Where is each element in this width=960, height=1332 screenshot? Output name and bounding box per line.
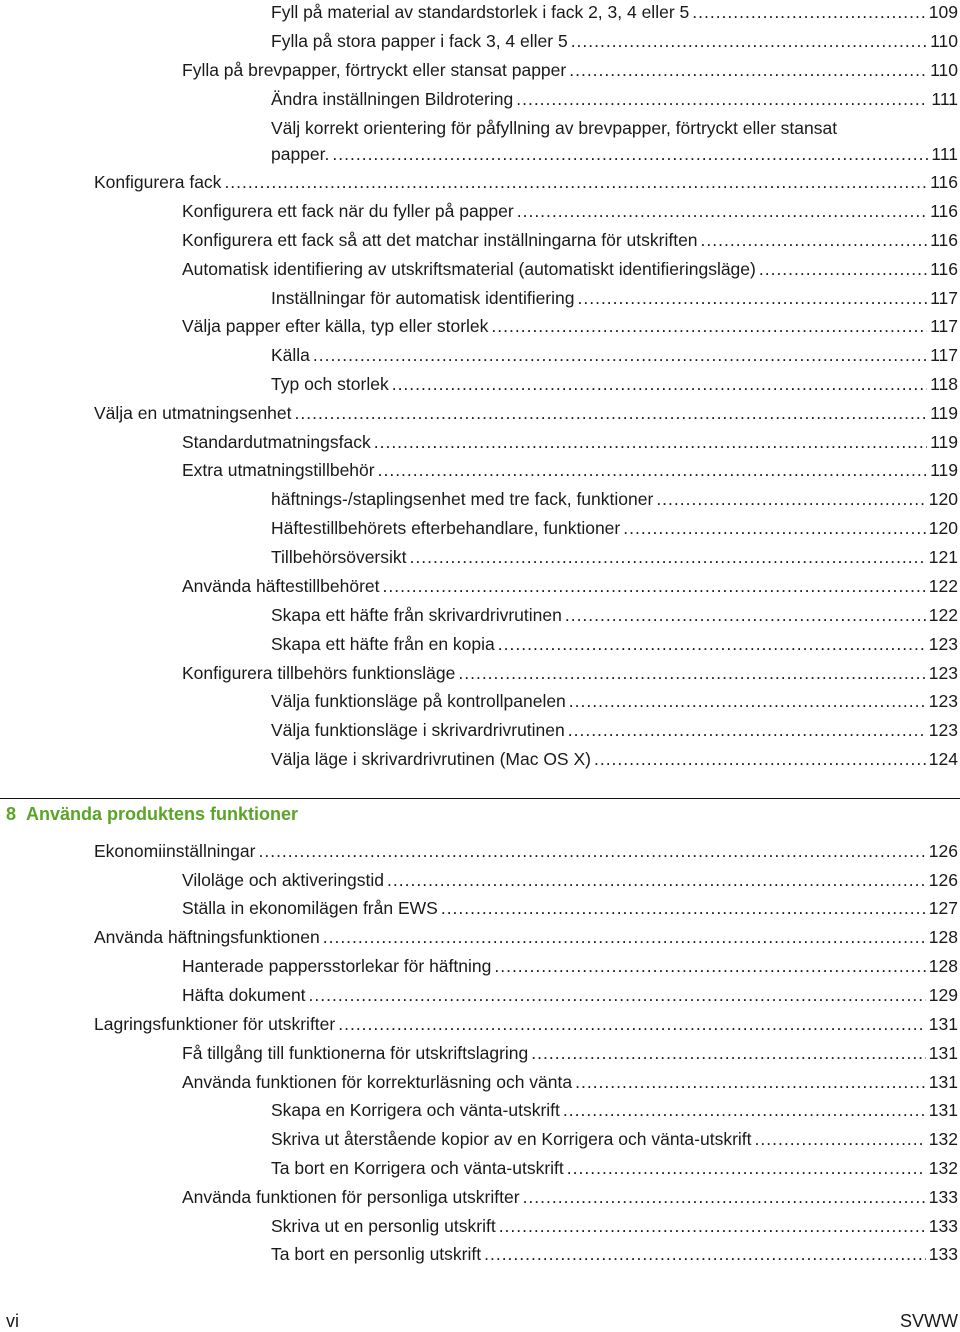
toc-entry-page: 128 [928,956,958,976]
toc-entry[interactable] [271,683,958,712]
toc-entry[interactable] [271,481,958,510]
toc-entry[interactable] [271,337,958,366]
toc-entry[interactable] [182,977,958,1006]
dot-leader [692,2,926,23]
toc-entry[interactable] [271,23,958,52]
toc-entry-page: 121 [928,547,958,567]
dot-leader [441,898,926,919]
toc-entry-page: 116 [930,230,958,250]
toc-entry-page: 131 [928,1043,958,1063]
toc-entry-page: 116 [930,172,958,192]
toc-entry-title: Konfigurera tillbehörs funktionsläge [182,663,456,683]
toc-entry[interactable] [182,1064,958,1093]
toc-entry[interactable] [182,193,958,222]
toc-entry-page: 131 [928,1100,958,1120]
toc-entry[interactable] [94,1006,958,1035]
toc-entry-page: 117 [930,316,958,336]
dot-leader [338,1014,926,1035]
toc-entry[interactable] [182,222,958,251]
toc-entry-page: 132 [928,1158,958,1178]
toc-entry-page: 120 [928,518,958,538]
toc-entry-title: Ta bort en personlig utskrift [271,1244,482,1264]
toc-entry-title: Typ och storlek [271,374,389,394]
toc-entry[interactable] [182,948,958,977]
toc-entry-title: Källa [271,345,310,365]
toc-entry-title: Skriva ut återstående kopior av en Korrigera och vänta-utskrift [271,1129,752,1149]
chapter-divider [0,798,960,799]
toc-entry-page: 131 [928,1072,958,1092]
toc-entry-title: Använda häftningsfunktionen [94,927,320,947]
dot-leader [516,89,928,110]
toc-entry-page: 110 [930,31,958,51]
toc-entry-title: Konfigurera ett fack när du fyller på papper [182,201,514,221]
toc-entry-title: Använda funktionen för personliga utskrifter [182,1187,520,1207]
toc-entry[interactable] [271,136,958,165]
toc-entry[interactable] [94,164,958,193]
toc-entry-title: Skapa ett häfte från skrivardrivrutinen [271,605,562,625]
toc-entry[interactable] [182,862,958,891]
dot-leader [569,60,927,81]
dot-leader [755,1129,926,1150]
dot-leader [759,259,927,280]
dot-leader [224,172,927,193]
toc-entry-page: 116 [930,201,958,221]
toc-entry[interactable] [94,395,958,424]
dot-leader [575,1072,926,1093]
toc-entry-page: 111 [931,144,958,164]
toc-entry[interactable] [271,81,958,110]
dot-leader [295,403,928,424]
toc-entry[interactable] [271,1236,958,1265]
toc-entry-page: 123 [928,720,958,740]
toc-entry[interactable] [271,366,958,395]
toc-entry[interactable] [271,712,958,741]
toc-entry-title: Fyll på material av standardstorlek i fack 2, 3, 4 eller 5 [271,2,690,22]
dot-leader [378,460,927,481]
toc-entry-page: 129 [928,985,958,1005]
toc-entry[interactable] [271,626,958,655]
toc-entry-title: Välja funktionsläge i skrivardrivrutinen [271,720,565,740]
dot-leader [563,1100,926,1121]
toc-entry-page: 133 [928,1244,958,1264]
toc-entry-page: 118 [930,374,958,394]
toc-entry-page: 131 [928,1014,958,1034]
chapter-heading[interactable] [6,804,298,825]
toc-entry-title: Fylla på brevpapper, förtryckt eller stansat papper [182,60,567,80]
toc-entry[interactable] [94,833,958,862]
dot-leader [531,1043,926,1064]
toc-entry[interactable] [182,52,958,81]
toc-entry-title: Skapa ett häfte från en kopia [271,634,495,654]
toc-entry-title: Skapa en Korrigera och vänta-utskrift [271,1100,560,1120]
toc-entry[interactable] [182,308,958,337]
dot-leader [523,1187,926,1208]
dot-leader [565,605,926,626]
locale-code-footer: SVWW [900,1311,958,1331]
toc-entry-title: Extra utmatningstillbehör [182,460,375,480]
toc-entry-page: 119 [930,432,958,452]
toc-entry-page: 123 [928,634,958,654]
toc-entry-title: Välja en utmatningsenhet [94,403,292,423]
toc-entry-title: Ekonomiinställningar [94,841,256,861]
toc-entry-title: papper. [271,144,330,164]
dot-leader [517,201,927,222]
dot-leader [578,288,928,309]
toc-entry[interactable] [271,1092,958,1121]
toc-entry-title: Inställningar för automatisk identifiering [271,288,575,308]
dot-leader [568,720,926,741]
toc-entry-title: Använda funktionen för korrekturläsning och vänta [182,1072,573,1092]
toc-entry[interactable] [271,510,958,539]
dot-leader [387,870,926,891]
toc-entry[interactable] [94,919,958,948]
toc-entry[interactable] [271,0,958,23]
toc-entry-title: Ta bort en Korrigera och vänta-utskrift [271,1158,564,1178]
toc-entry-title: Automatisk identifiering av utskriftsmaterial (automatiskt identifieringsläge) [182,259,756,279]
dot-leader [323,927,926,948]
toc-entry-page: 123 [928,663,958,683]
dot-leader [498,634,926,655]
toc-entry-page: 124 [928,749,958,769]
dot-leader [571,31,927,52]
dot-leader [309,985,926,1006]
toc-entry-page: 119 [930,403,958,423]
dot-leader [313,345,927,366]
toc-entry-title: Välja papper efter källa, typ eller storlek [182,316,489,336]
toc-entry-title: Konfigurera fack [94,172,222,192]
toc-entry-page: 133 [928,1216,958,1236]
toc-entry-title: Häfta dokument [182,985,306,1005]
toc-entry[interactable] [182,1035,958,1064]
toc-entry-page: 119 [930,460,958,480]
dot-leader [374,432,927,453]
dot-leader [499,1216,926,1237]
toc-entry[interactable] [182,424,958,453]
toc-entry[interactable] [182,568,958,597]
toc-entry[interactable] [182,1179,958,1208]
toc-entry-page: 133 [928,1187,958,1207]
toc-entry-title: Välja funktionsläge på kontrollpanelen [271,691,566,711]
toc-entry-title: Ställa in ekonomilägen från EWS [182,898,438,918]
toc-entry[interactable] [271,1150,958,1179]
toc-entry-page: 123 [928,691,958,711]
dot-leader [392,374,927,395]
toc-entry-title: Tillbehörsöversikt [271,547,407,567]
toc-entry[interactable] [271,1121,958,1150]
page-number-footer: vi [6,1311,19,1331]
toc-entry-title: Ändra inställningen Bildrotering [271,89,514,109]
toc-entry-title: Välja läge i skrivardrivrutinen (Mac OS X) [271,749,591,769]
toc-entry-page: 127 [928,898,958,918]
toc-entry[interactable] [271,597,958,626]
toc-entry-page: 126 [928,841,958,861]
toc-entry-title: Fylla på stora papper i fack 3, 4 eller 5 [271,31,568,51]
toc-entry[interactable] [182,655,958,684]
toc-entry-title: häftnings-/staplingsenhet med tre fack, funktioner [271,489,654,509]
dot-leader [623,518,926,539]
toc-entry-page: 117 [930,288,958,308]
dot-leader [258,841,925,862]
dot-leader [701,230,928,251]
dot-leader [332,144,928,165]
dot-leader [656,489,925,510]
toc-entry-title: Skriva ut en personlig utskrift [271,1216,496,1236]
dot-leader [383,576,926,597]
toc-entry-title: Hanterade pappersstorlekar för häftning [182,956,492,976]
toc-entry-title: Konfigurera ett fack så att det matchar inställningarna för utskriften [182,230,698,250]
dot-leader [494,956,925,977]
dot-leader [484,1244,926,1265]
chapter-number: 8 [6,804,17,824]
toc-entry[interactable] [271,1208,958,1237]
toc-entry-page: 122 [928,576,958,596]
toc-entry[interactable] [271,741,958,770]
chapter-title: Använda produktens funktioner [26,804,299,824]
toc-entry-page: 117 [930,345,958,365]
toc-entry-title: Standardutmatningsfack [182,432,371,452]
dot-leader [410,547,926,568]
toc-entry-page: 111 [931,89,958,109]
toc-entry-title: Häftestillbehörets efterbehandlare, funktioner [271,518,621,538]
toc-entry-page: 109 [928,2,958,22]
toc-entry-page: 132 [928,1129,958,1149]
toc-entry-page: 120 [928,489,958,509]
toc-entry[interactable] [182,890,958,919]
toc-entry-title: Få tillgång till funktionerna för utskriftslagring [182,1043,529,1063]
toc-entry-title: Lagringsfunktioner för utskrifter [94,1014,336,1034]
toc-entry-page: 110 [930,60,958,80]
toc-entry[interactable] [182,452,958,481]
dot-leader [569,691,926,712]
toc-entry-page: 128 [928,927,958,947]
toc-entry-title-line1[interactable]: Välj korrekt orientering för påfyllning av brevpapper, förtryckt eller stansat [271,118,838,138]
dot-leader [491,316,927,337]
dot-leader [458,663,925,684]
toc-entry-page: 116 [930,259,958,279]
toc-entry-page: 126 [928,870,958,890]
toc-entry[interactable] [271,539,958,568]
dot-leader [594,749,926,770]
toc-entry-title: Viloläge och aktiveringstid [182,870,385,890]
dot-leader [567,1158,926,1179]
toc-entry[interactable] [271,280,958,309]
toc-entry-title: Använda häftestillbehöret [182,576,380,596]
toc-entry[interactable] [182,251,958,280]
toc-entry-page: 122 [928,605,958,625]
